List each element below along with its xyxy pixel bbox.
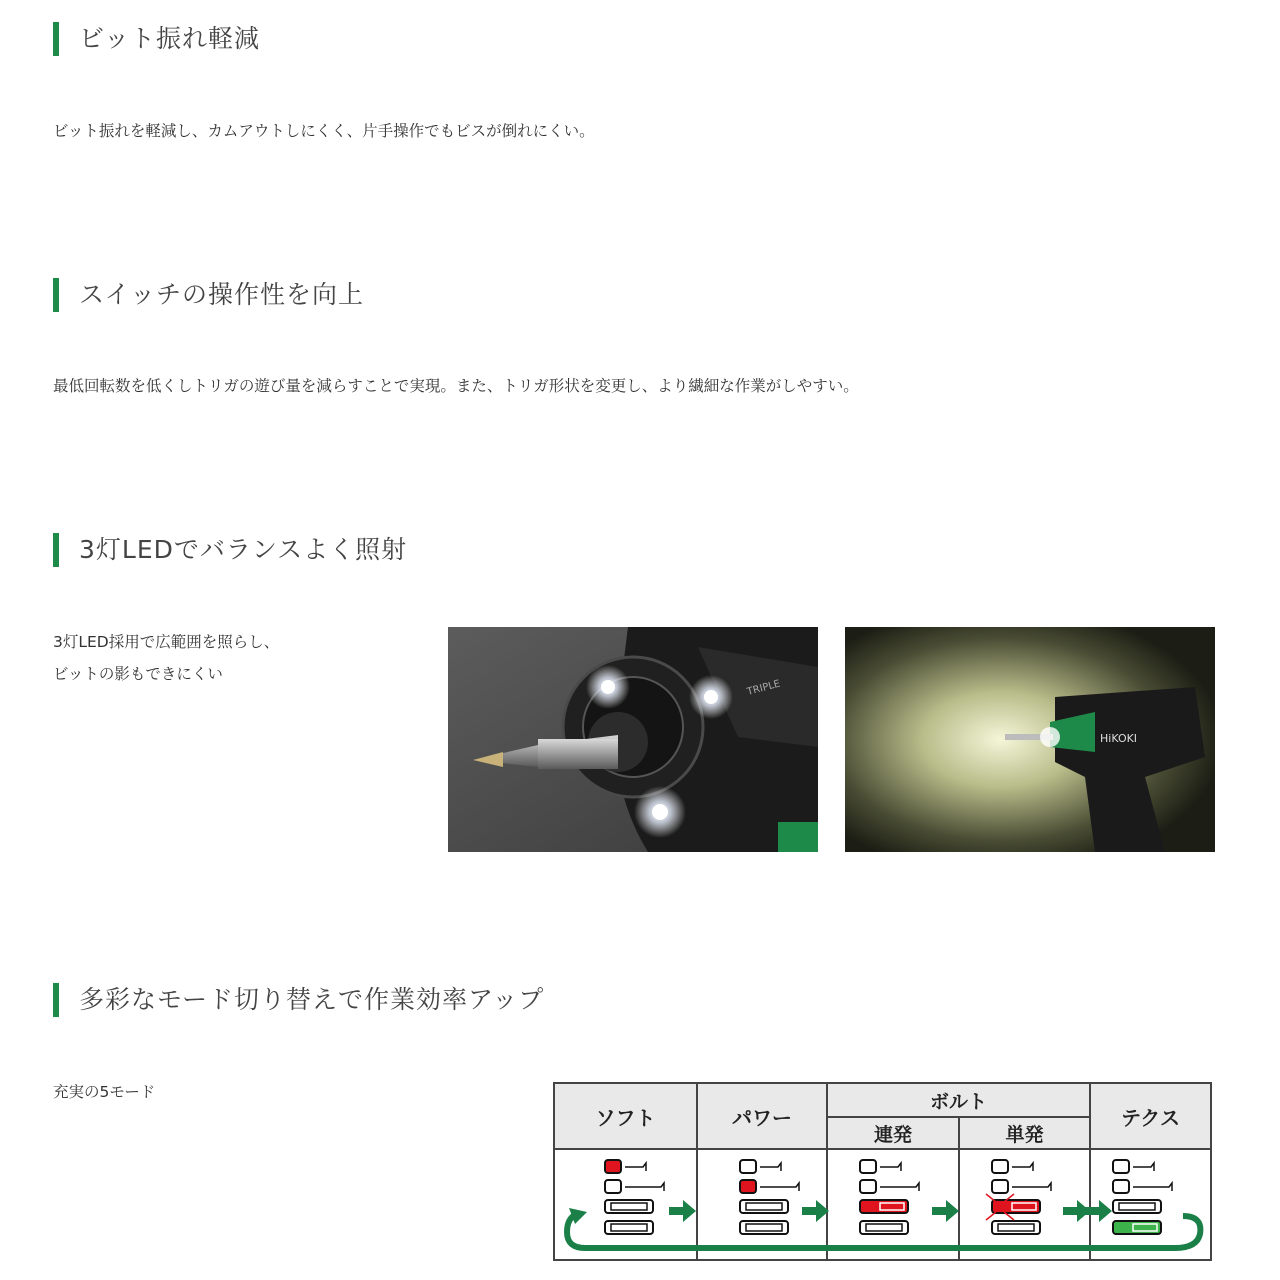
- arrow-right-icon: [802, 1200, 829, 1222]
- mode-header-soft: ソフト: [555, 1084, 696, 1148]
- section-heading-bit-runout: ビット振れ軽減: [53, 22, 260, 56]
- mode-indicator-icon: [992, 1180, 1008, 1193]
- mode-indicator-icon: [992, 1160, 1008, 1173]
- section-heading-switch: スイッチの操作性を向上: [53, 278, 364, 312]
- mode-indicator-icon: [605, 1221, 653, 1234]
- mode-indicator-icon: [860, 1221, 908, 1234]
- mode-indicator-icon: [740, 1221, 788, 1234]
- mode-indicator-icon: [605, 1180, 621, 1193]
- mode-indicator-icon: [740, 1160, 756, 1173]
- section-text-bit-runout: ビット振れを軽減し、カムアウトしにくく、片手操作でもビスが倒れにくい。: [53, 122, 595, 140]
- mode-table: [553, 1082, 1212, 1261]
- section-text-led: [53, 626, 279, 690]
- mode-indicator-icon: [1113, 1180, 1129, 1193]
- mode-header-bolt: ボルト: [828, 1084, 1089, 1116]
- mode-indicator-icon: [740, 1200, 788, 1213]
- mode-indicator-icon: [992, 1221, 1040, 1234]
- section-heading-led: 3灯LEDでバランスよく照射: [53, 533, 407, 567]
- mode-indicator-icon: [860, 1180, 876, 1193]
- arrow-right-icon: [669, 1200, 696, 1222]
- mode-indicator-icon: [1113, 1200, 1161, 1213]
- mode-indicator-icon: [1113, 1221, 1161, 1234]
- mode-header-tex: テクス: [1091, 1084, 1210, 1148]
- hikoki-logo-text: HiKOKI: [1100, 732, 1138, 745]
- mode-header-bolt-continuous: 連発: [828, 1118, 958, 1148]
- section-heading-modes: 多彩なモード切り替えで作業効率アップ: [53, 983, 544, 1017]
- arrow-right-icon: [932, 1200, 959, 1222]
- led-text-line-2: ビットの影もできにくい: [53, 665, 223, 683]
- photo-led-illumination: [845, 627, 1215, 852]
- photo-led-closeup: [448, 627, 818, 852]
- mode-indicator-icon: [605, 1160, 621, 1173]
- mode-header-bolt-single: 単発: [960, 1118, 1089, 1148]
- arrow-right-icon: [1085, 1200, 1112, 1222]
- mode-indicator-icon: [860, 1160, 876, 1173]
- triple-logo-text: TRIPLE: [745, 678, 782, 698]
- mode-header-power: パワー: [698, 1084, 826, 1148]
- mode-indicator-icon: [740, 1180, 756, 1193]
- section-text-modes: 充実の5モード: [53, 1083, 156, 1101]
- section-text-switch: 最低回転数を低くしトリガの遊び量を減らすことで実現。また、トリガ形状を変更し、より繊細な作業がしやすい。: [53, 377, 859, 395]
- mode-indicator-icon: [992, 1200, 1040, 1213]
- mode-indicator-icon: [860, 1200, 908, 1213]
- mode-indicators: [555, 1084, 1210, 1259]
- mode-indicator-icon: [605, 1200, 653, 1213]
- led-text-line-1: 3灯LED採用で広範囲を照らし、: [53, 633, 280, 651]
- mode-indicator-icon: [1113, 1160, 1129, 1173]
